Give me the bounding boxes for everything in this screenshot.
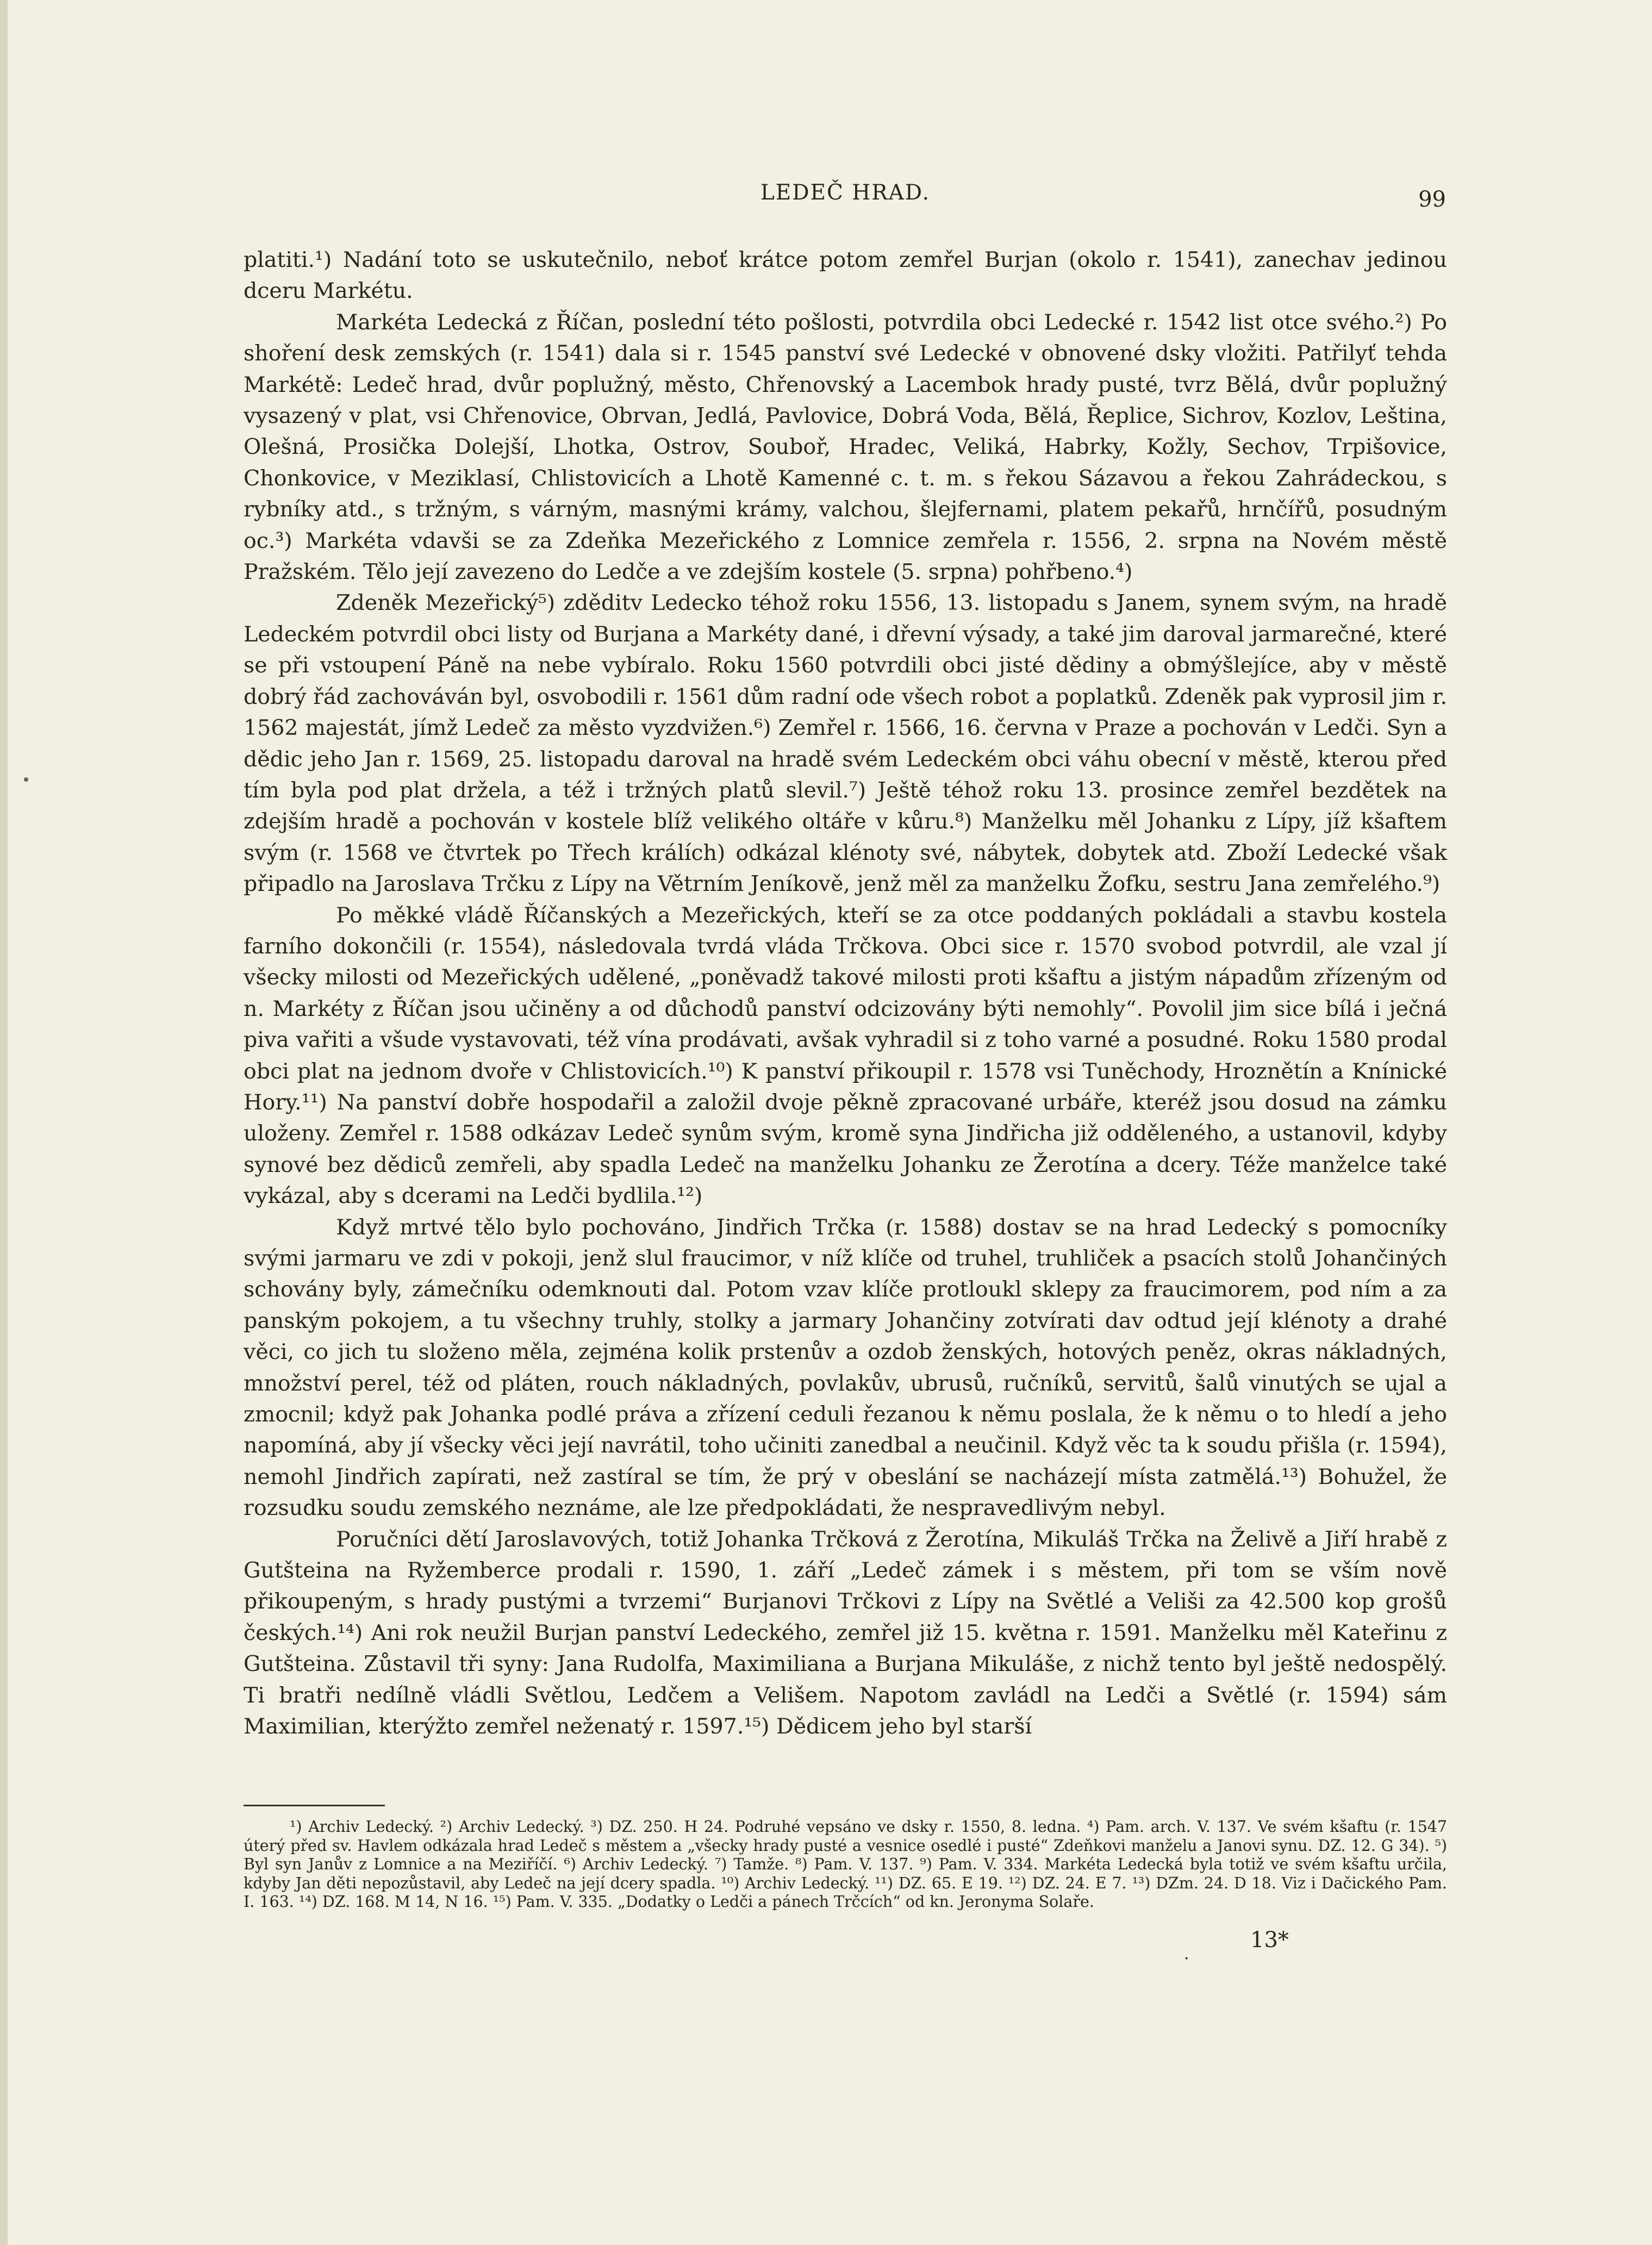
paragraph: Po měkké vládě Říčanských a Mezeřických, kteří se za otce poddaných pokládali a stavbu kostela farního dokončili (r. 1554), následovala tvrdá vláda Trčkova. Obci sice r. 1570 svobod potvrdil, ale vzal jí všecky milosti od Mezeřických udělené, „poněvadž takové milosti proti kšaftu a jistým nápadům zřízeným od n. Markéty z Říčan jsou učiněny a od důchodů panství odcizovány býti nemohly“. Povolil jim sice bílá i ječná piva vařiti a všude vystavovati, též vína prodávati, avšak vyhradil si z toho varné a posudné. Roku 1580 prodal obci plat na jednom dvoře v Chlistovicích.¹⁰) K panství přikoupil r. 1578 vsi Tuněchody, Hroznětín a Knínické Hory.¹¹) Na panství dobře hospodařil a založil dvoje pěkně zpracované urbáře, kteréž jsou dosud na zámku uloženy. Zemřel r. 1588 odkázav Ledeč synům svým, kromě syna Jindřicha již odděleného, a ustanovil, kdyby synové bez dědiců zemřeli, aby spadla Ledeč na manželku Johanku ze Žerotína a dcery. Téže manželce také vykázal, aby s dcerami na Ledči bydlila.¹²) (244, 902, 1447, 1209)
binding-mark (24, 777, 28, 782)
paragraph: Zdeněk Mezeřický⁵) zděditv Ledecko téhož roku 1556, 13. listopadu s Janem, synem svým, na hradě Ledeckém potvrdil obci listy od Burjana a Markéty dané, i dřevní výsady, a také jim daroval jarmarečné, které se při vstoupení Páně na nebe vybíralo. Roku 1560 potvrdili obci jisté dědiny a obmýšlejíce, aby v městě dobrý řád zachováván byl, osvobodili r. 1561 dům radní ode všech robot a poplatků. Zdeněk pak vyprosil jim r. 1562 majestát, jímž Ledeč za město vyzdvižen.⁶) Zemřel r. 1566, 16. června v Praze a pochován v Ledči. Syn a dědic jeho Jan r. 1569, 25. listopadu daroval na hradě svém Ledeckém obci váhu obecní v městě, kterou před tím byla pod plat držela, a též i tržných platů slevil.⁷) Ještě téhož roku 13. prosince zemřel bezdětek na zdejším hradě a pochován v kostele blíž velikého oltáře v kůru.⁸) Manželku měl Johanku z Lípy, jíž kšaftem svým (r. 1568 ve čtvrtek po Třech králích) odkázal klénoty své, nábytek, dobytek atd. Zboží Ledecké však připadlo na Jaroslava Trčku z Lípy na Větrním Jeníkově, jenž měl za manželku Žofku, sestru Jana zemřelého.⁹) (244, 590, 1447, 897)
signature-mark: 13* (1250, 1928, 1289, 1953)
page-edge (0, 0, 8, 2245)
page-number: 99 (1418, 187, 1446, 212)
paragraph: Když mrtvé tělo bylo pochováno, Jindřich Trčka (r. 1588) dostav se na hrad Ledecký s pomocníky svými jarmaru ve zdi v pokoji, jenž slul fraucimor, v níž klíče od truhel, truhliček a psacích stolů Johančiných schovány byly, zámečníku odemknouti dal. Potom vzav klíče protloukl sklepy za fraucimorem, pod ním a za panským pokojem, a tu všechny truhly, stolky a jarmary Johančiny zotvírati dav odtud její klénoty a drahé věci, co jich tu složeno měla, zejména kolik prstenův a ozdob ženských, hotových peněz, okras nákladných, množství perel, též od pláten, rouch nákladných, povlakův, ubrusů, ručníků, servitů, šalů vinutých se ujal a zmocnil; když pak Johanka podlé práva a zřízení ceduli řezanou k němu poslala, že k němu o to hledí a jeho napomíná, aby jí všecky věci její navrátil, toho učiniti zanedbal a neučinil. Když věc ta k soudu přišla (r. 1594), nemohl Jindřich zapírati, než zastíral se tím, že prý v obeslání se nacházejí místa zatmělá.¹³) Bohužel, že rozsudku soudu zemského neznáme, ale lze předpokládati, že nespravedlivým nebyl. (244, 1214, 1447, 1521)
paragraph: platiti.¹) Nadání toto se uskutečnilo, neboť krátce potom zemřel Burjan (okolo r. 1541), zanechav jedinou dceru Markétu. (244, 247, 1447, 304)
body-text (244, 245, 1447, 1743)
running-title: LEDEČ HRAD. (760, 180, 931, 205)
footnote-rule (244, 1805, 385, 1806)
footnotes-text: ¹) Archiv Ledecký. ²) Archiv Ledecký. ³) DZ. 250. H 24. Podruhé vepsáno ve dsky r. 1550, 8. ledna. ⁴) Pam. arch. V. 137. Ve svém kšaftu (r. 1547 úterý před sv. Havlem odkázala hrad Ledeč s městem a „všecky hrady pusté a vesnice osedlé i pusté“ Zdeňkovi manželu a Janovi synu. DZ. 12. G 34). ⁵) Byl syn Janův z Lomnice a na Meziříčí. ⁶) Archiv Ledecký. ⁷) Tamže. ⁸) Pam. V. 137. ⁹) Pam. V. 334. Markéta Ledecká byla totiž ve svém kšaftu určila, kdyby Jan děti nepozůstavil, aby Ledeč na její dcery spadla. ¹⁰) Archiv Ledecký. ¹¹) DZ. 65. E 19. ¹²) DZ. 24. E 7. ¹³) DZm. 24. D 18. Viz i Dačického Pam. I. 163. ¹⁴) DZ. 168. M 14, N 16. ¹⁵) Pam. V. 335. „Dodatky o Ledči a pánech Trčcích“ od kn. Jeronyma Solaře. (244, 1818, 1447, 1911)
footnotes (244, 1818, 1447, 1912)
paragraph: Poručníci dětí Jaroslavových, totiž Johanka Trčková z Žerotína, Mikuláš Trčka na Želivě a Jiří hrabě z Gutšteina na Ryžemberce prodali r. 1590, 1. září „Ledeč zámek i s městem, při tom se vším nově přikoupeným, s hrady pustými a tvrzemi“ Burjanovi Trčkovi z Lípy na Světlé a Veliši za 42.500 kop grošů českých.¹⁴) Ani rok neužil Burjan panství Ledeckého, zemřel již 15. května r. 1591. Manželku měl Kateřinu z Gutšteina. Zůstavil tři syny: Jana Rudolfa, Maximiliana a Burjana Mikuláše, z nichž tento byl ještě nedospělý. Ti bratři nedílně vládli Světlou, Ledčem a Velišem. Napotom zavládl na Ledči a Světlé (r. 1594) sám Maximilian, kterýžto zemřel neženatý r. 1597.¹⁵) Dědicem jeho byl starší (244, 1526, 1447, 1739)
signature-dot: · (1184, 1949, 1189, 1968)
paragraph: Markéta Ledecká z Říčan, poslední této pošlosti, potvrdila obci Ledecké r. 1542 list otce svého.²) Po shoření desk zemských (r. 1541) dala si r. 1545 panství své Ledecké v obnovené dsky vložiti. Patřilyť tehda Markétě: Ledeč hrad, dvůr poplužný, město, Chřenovský a Lacembok hrady pusté, tvrz Bělá, dvůr poplužný vysazený v plat, vsi Chřenovice, Obrvan, Jedlá, Pavlovice, Dobrá Voda, Bělá, Řeplice, Sichrov, Kozlov, Leština, Olešná, Prosička Dolejší, Lhotka, Ostrov, Soubоř, Hradec, Veliká, Habrky, Kožly, Sechov, Trpišovice, Chonkovice, v Meziklasí, Chlistovicích a Lhotě Kamenné c. t. m. s řekou Sázavou a řekou Zahrádeckou, s rybníky atd., s tržným, s várným, masnými krámy, valchou, šlejfernami, platem pekařů, hrnčířů, posudným oc.³) Markéta vdavši se za Zdeňka Mezeřického z Lomnice zemřela r. 1556, 2. srpna na Novém městě Pražském. Tělo její zavezeno do Ledče a ve zdejším kostele (5. srpna) pohřbeno.⁴) (244, 309, 1447, 585)
running-head (245, 179, 1446, 212)
